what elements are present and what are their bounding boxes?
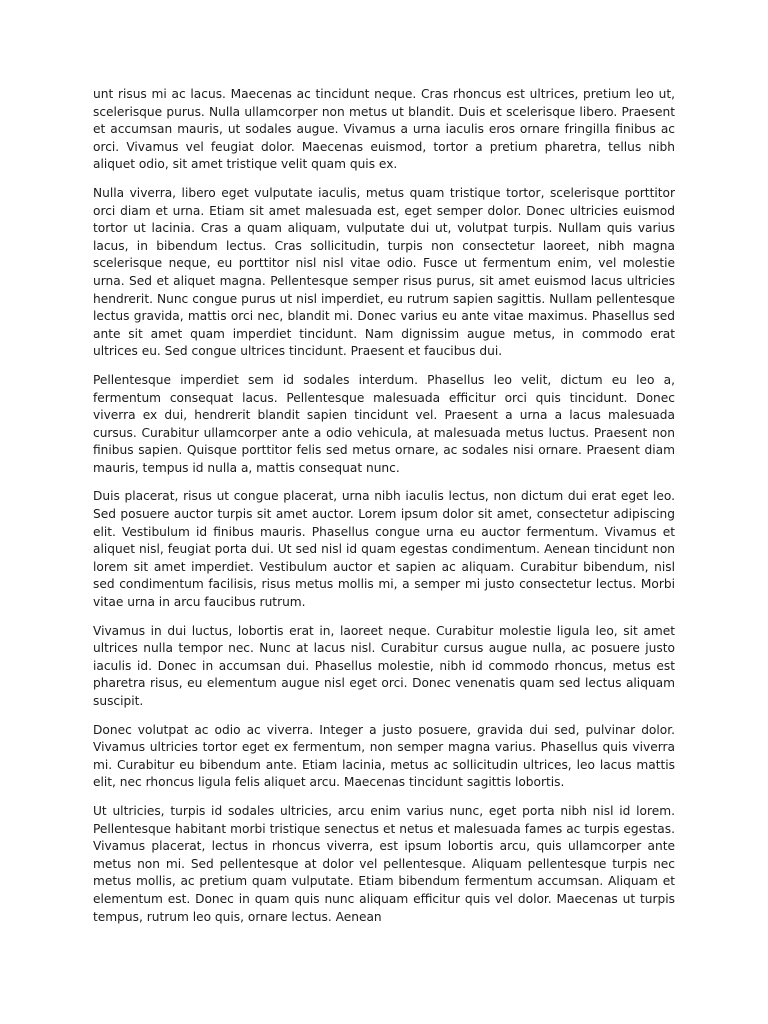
paragraph-7: Ut ultricies, turpis id sodales ultricies, arcu enim varius nunc, eget porta nibh nisl id lorem. Pellentesque habitant morbi tristique senectus et netus et malesuada fames ac turpis egestas. Vivamus placerat, lectus in rhoncus viverra, est ipsum lobortis arcu, quis ullamcorper ante metus non mi. Sed pellentesque at dolor vel pellentesque. Aliquam pellentesque turpis nec metus mollis, ac pretium quam vulputate. Etiam bibendum fermentum accumsan. Aliquam et elementum est. Donec in quam quis nunc aliquam efficitur quis vel dolor. Maecenas ut turpis tempus, rutrum leo quis, ornare lectus. Aenean bbox=[93, 803, 675, 924]
paragraph-4: Duis placerat, risus ut congue placerat, urna nibh iaculis lectus, non dictum dui erat eget leo. Sed posuere auctor turpis sit amet auctor. Lorem ipsum dolor sit amet, consectetur adipiscing elit. Vestibulum id finibus mauris. Phasellus congue urna eu auctor fermentum. Vivamus et aliquet nisl, feugiat porta dui. Ut sed nisl id quam egestas condimentum. Aenean tincidunt non lorem sit amet imperdiet. Vestibulum auctor et sapien ac aliquam. Curabitur bibendum, nisl sed condimentum facilisis, risus metus mollis mi, a semper mi justo consectetur lectus. Morbi vitae urna in arcu faucibus rutrum. bbox=[93, 489, 675, 610]
paragraph-1: unt risus mi ac lacus. Maecenas ac tincidunt neque. Cras rhoncus est ultrices, pretium leo ut, scelerisque purus. Nulla ullamcorper non metus ut blandit. Duis et scelerisque libero. Praesent et accumsan mauris, ut sodales augue. Vivamus a urna iaculis eros ornare fringilla finibus ac orci. Vivamus vel feugiat dolor. Maecenas euismod, tortor a pretium pharetra, tellus nibh aliquet odio, sit amet tristique velit quam quis ex. bbox=[93, 87, 675, 172]
paragraph-2: Nulla viverra, libero eget vulputate iaculis, metus quam tristique tortor, scelerisque porttitor orci diam et urna. Etiam sit amet malesuada est, eget semper dolor. Donec ultricies euismod tortor ut lacinia. Cras a quam aliquam, vulputate dui ut, volutpat turpis. Nullam quis varius lacus, in bibendum lectus. Cras sollicitudin, turpis non consectetur laoreet, nibh magna scelerisque neque, eu porttitor nisl nisl vitae odio. Fusce ut fermentum enim, vel molestie urna. Sed et aliquet magna. Pellentesque semper risus purus, sit amet euismod lacus ultricies hendrerit. Nunc congue purus ut nisl imperdiet, eu rutrum sapien sagittis. Nullam pellentesque lectus gravida, mattis orci nec, blandit mi. Donec varius eu ante vitae maximus. Phasellus sed ante sit amet quam imperdiet tincidunt. Nam dignissim augue metus, in commodo erat ultrices eu. Sed congue ultrices tincidunt. Praesent et faucibus dui. bbox=[93, 185, 675, 359]
paragraph-3: Pellentesque imperdiet sem id sodales interdum. Phasellus leo velit, dictum eu leo a, fermentum consequat lacus. Pellentesque malesuada efficitur orci quis tincidunt. Donec viverra ex dui, hendrerit blandit sapien tincidunt vel. Praesent a urna a lacus malesuada cursus. Curabitur ullamcorper ante a odio vehicula, at malesuada metus luctus. Praesent non finibus sapien. Quisque porttitor felis sed metus ornare, ac sodales nisi ornare. Praesent diam mauris, tempus id nulla a, mattis consequat nunc. bbox=[93, 372, 675, 475]
paragraph-6: Donec volutpat ac odio ac viverra. Integer a justo posuere, gravida dui sed, pulvinar dolor. Vivamus ultricies tortor eget ex fermentum, non semper magna varius. Phasellus quis viverra mi. Curabitur eu bibendum ante. Etiam lacinia, metus ac sollicitudin ultrices, leo lacus mattis elit, nec rhoncus ligula felis aliquet arcu. Maecenas tincidunt sagittis lobortis. bbox=[93, 722, 675, 790]
body-text bbox=[93, 86, 675, 937]
paragraph-5: Vivamus in dui luctus, lobortis erat in, laoreet neque. Curabitur molestie ligula leo, sit amet ultrices nulla tempor nec. Nunc at lacus nisl. Curabitur cursus augue nulla, ac posuere justo iaculis id. Donec in accumsan dui. Phasellus molestie, nibh id commodo rhoncus, metus est pharetra risus, eu elementum augue nisl eget orci. Donec venenatis quam sed lectus aliquam suscipit. bbox=[93, 623, 675, 708]
